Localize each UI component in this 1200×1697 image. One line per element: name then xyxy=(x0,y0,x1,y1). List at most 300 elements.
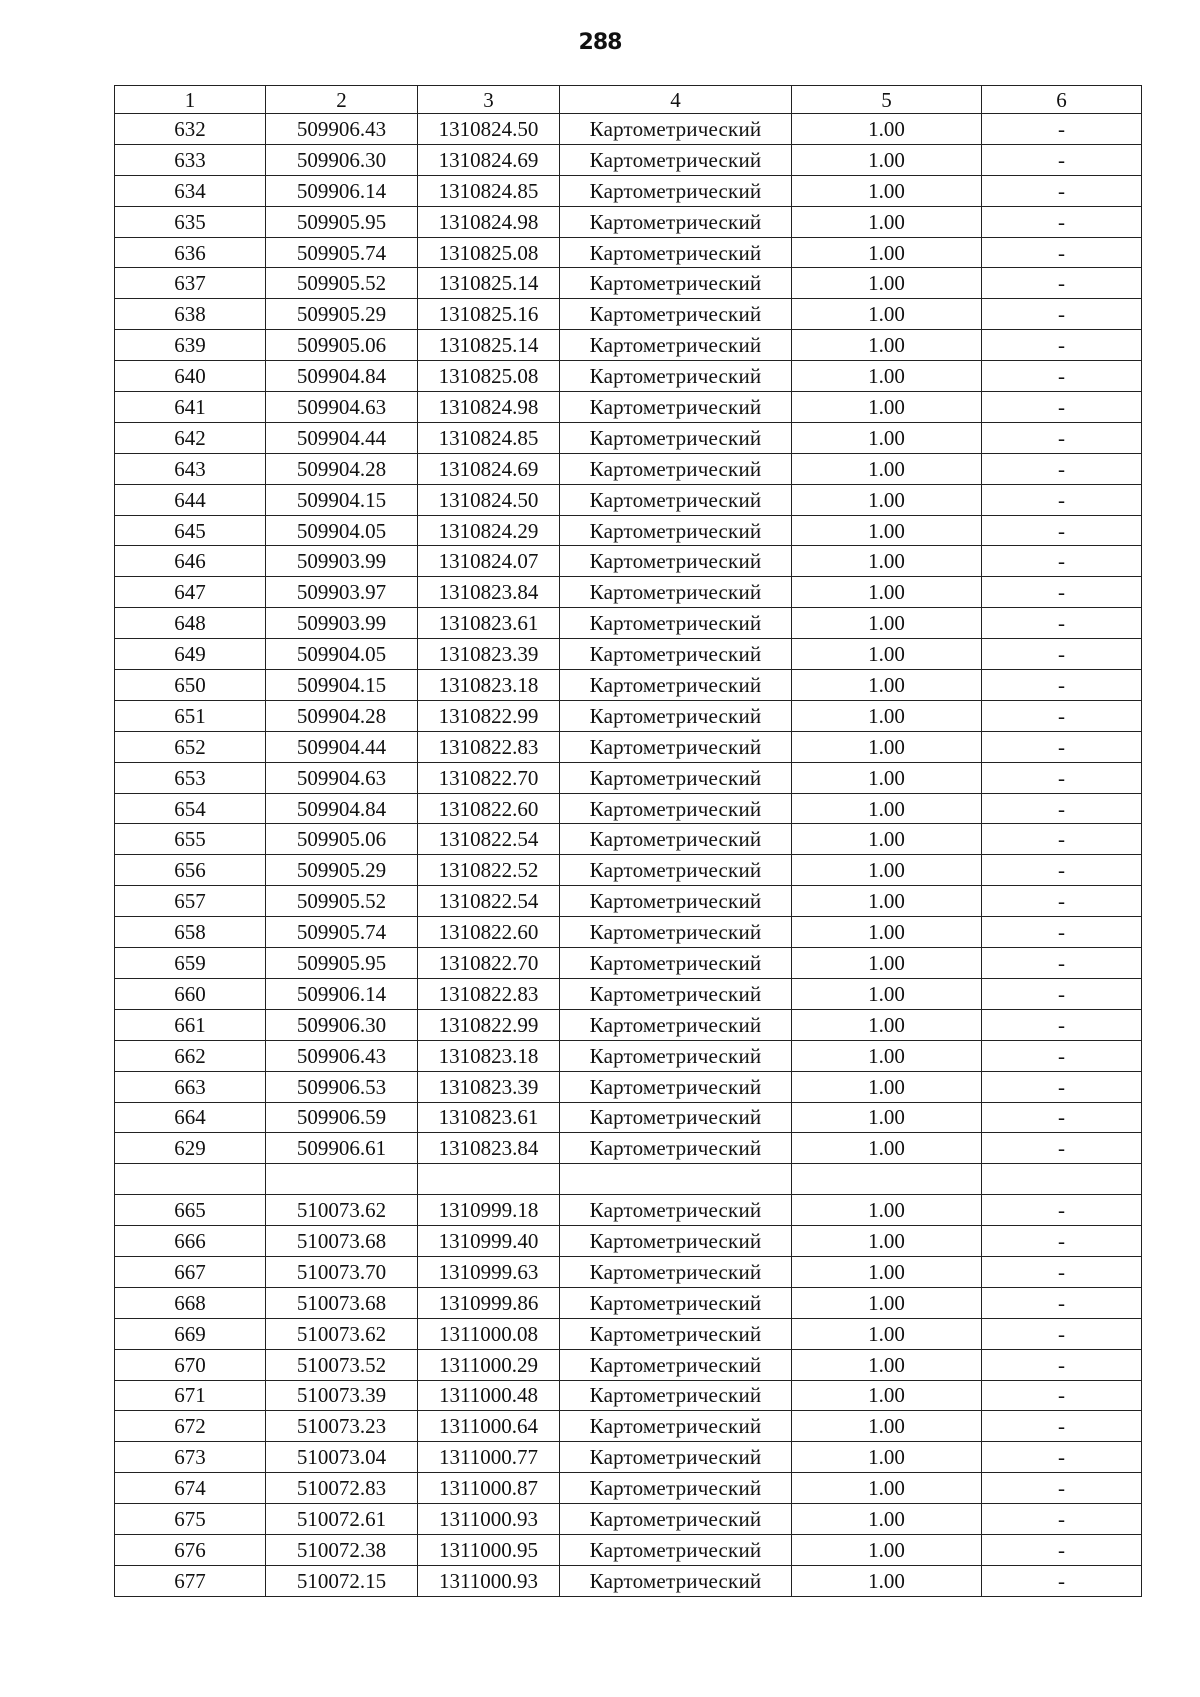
accuracy-cell: 1.00 xyxy=(792,948,982,979)
point-number-cell: 663 xyxy=(115,1071,266,1102)
method-cell: Картометрический xyxy=(560,206,792,237)
point-number-cell: 640 xyxy=(115,361,266,392)
point-number-cell: 654 xyxy=(115,793,266,824)
y-coordinate-cell: 1310824.85 xyxy=(418,422,560,453)
y-coordinate-cell: 1311000.29 xyxy=(418,1349,560,1380)
description-cell: - xyxy=(982,1411,1142,1442)
y-coordinate-cell: 1311000.77 xyxy=(418,1442,560,1473)
x-coordinate-cell: 509904.28 xyxy=(266,700,418,731)
x-coordinate-cell: 509905.52 xyxy=(266,886,418,917)
x-coordinate-cell: 510073.23 xyxy=(266,1411,418,1442)
header-cell-2: 2 xyxy=(266,86,418,114)
table-row xyxy=(115,670,1142,701)
y-coordinate-cell: 1311000.93 xyxy=(418,1504,560,1535)
accuracy-cell: 1.00 xyxy=(792,670,982,701)
accuracy-cell: 1.00 xyxy=(792,639,982,670)
accuracy-cell: 1.00 xyxy=(792,1256,982,1287)
y-coordinate-cell: 1310824.50 xyxy=(418,484,560,515)
point-number-cell: 666 xyxy=(115,1226,266,1257)
empty-cell xyxy=(982,1164,1142,1195)
y-coordinate-cell: 1311000.93 xyxy=(418,1565,560,1596)
table-row xyxy=(115,855,1142,886)
description-cell: - xyxy=(982,392,1142,423)
point-number-cell: 644 xyxy=(115,484,266,515)
table-row xyxy=(115,453,1142,484)
accuracy-cell: 1.00 xyxy=(792,206,982,237)
accuracy-cell: 1.00 xyxy=(792,731,982,762)
method-cell: Картометрический xyxy=(560,422,792,453)
table-row xyxy=(115,700,1142,731)
accuracy-cell: 1.00 xyxy=(792,762,982,793)
accuracy-cell: 1.00 xyxy=(792,1009,982,1040)
y-coordinate-cell: 1310822.83 xyxy=(418,978,560,1009)
point-number-cell: 652 xyxy=(115,731,266,762)
description-cell: - xyxy=(982,1071,1142,1102)
description-cell: - xyxy=(982,793,1142,824)
accuracy-cell: 1.00 xyxy=(792,886,982,917)
method-cell: Картометрический xyxy=(560,453,792,484)
y-coordinate-cell: 1310824.50 xyxy=(418,114,560,145)
x-coordinate-cell: 509906.14 xyxy=(266,978,418,1009)
table-row xyxy=(115,1009,1142,1040)
table-row xyxy=(115,237,1142,268)
table-row xyxy=(115,1349,1142,1380)
table-row xyxy=(115,917,1142,948)
description-cell: - xyxy=(982,330,1142,361)
x-coordinate-cell: 509906.30 xyxy=(266,1009,418,1040)
x-coordinate-cell: 509904.44 xyxy=(266,731,418,762)
y-coordinate-cell: 1310823.61 xyxy=(418,1102,560,1133)
point-number-cell: 639 xyxy=(115,330,266,361)
table-row xyxy=(115,948,1142,979)
point-number-cell: 673 xyxy=(115,1442,266,1473)
method-cell: Картометрический xyxy=(560,1226,792,1257)
method-cell: Картометрический xyxy=(560,237,792,268)
point-number-cell: 676 xyxy=(115,1534,266,1565)
accuracy-cell: 1.00 xyxy=(792,917,982,948)
method-cell: Картометрический xyxy=(560,1349,792,1380)
method-cell: Картометрический xyxy=(560,1102,792,1133)
y-coordinate-cell: 1310823.18 xyxy=(418,670,560,701)
y-coordinate-cell: 1310823.84 xyxy=(418,577,560,608)
method-cell: Картометрический xyxy=(560,268,792,299)
x-coordinate-cell: 510073.52 xyxy=(266,1349,418,1380)
x-coordinate-cell: 509906.43 xyxy=(266,114,418,145)
point-number-cell: 635 xyxy=(115,206,266,237)
header-cell-5: 5 xyxy=(792,86,982,114)
accuracy-cell: 1.00 xyxy=(792,1565,982,1596)
description-cell: - xyxy=(982,114,1142,145)
method-cell: Картометрический xyxy=(560,330,792,361)
y-coordinate-cell: 1310822.99 xyxy=(418,1009,560,1040)
description-cell: - xyxy=(982,1504,1142,1535)
point-number-cell: 638 xyxy=(115,299,266,330)
point-number-cell: 664 xyxy=(115,1102,266,1133)
description-cell: - xyxy=(982,1534,1142,1565)
separator-row xyxy=(115,1164,1142,1195)
y-coordinate-cell: 1310822.99 xyxy=(418,700,560,731)
x-coordinate-cell: 509905.06 xyxy=(266,330,418,361)
method-cell: Картометрический xyxy=(560,1133,792,1164)
x-coordinate-cell: 509904.15 xyxy=(266,484,418,515)
table-row xyxy=(115,731,1142,762)
table-row xyxy=(115,1380,1142,1411)
point-number-cell: 669 xyxy=(115,1318,266,1349)
method-cell: Картометрический xyxy=(560,700,792,731)
point-number-cell: 641 xyxy=(115,392,266,423)
description-cell: - xyxy=(982,1226,1142,1257)
coordinates-table xyxy=(114,85,1142,1597)
accuracy-cell: 1.00 xyxy=(792,268,982,299)
table-row xyxy=(115,484,1142,515)
description-cell: - xyxy=(982,1318,1142,1349)
x-coordinate-cell: 510072.38 xyxy=(266,1534,418,1565)
method-cell: Картометрический xyxy=(560,978,792,1009)
point-number-cell: 675 xyxy=(115,1504,266,1535)
method-cell: Картометрический xyxy=(560,1287,792,1318)
table-row xyxy=(115,1473,1142,1504)
empty-cell xyxy=(792,1164,982,1195)
accuracy-cell: 1.00 xyxy=(792,453,982,484)
accuracy-cell: 1.00 xyxy=(792,1318,982,1349)
method-cell: Картометрический xyxy=(560,577,792,608)
accuracy-cell: 1.00 xyxy=(792,175,982,206)
point-number-cell: 657 xyxy=(115,886,266,917)
y-coordinate-cell: 1310824.07 xyxy=(418,546,560,577)
y-coordinate-cell: 1310822.83 xyxy=(418,731,560,762)
method-cell: Картометрический xyxy=(560,1318,792,1349)
description-cell: - xyxy=(982,1380,1142,1411)
accuracy-cell: 1.00 xyxy=(792,978,982,1009)
description-cell: - xyxy=(982,484,1142,515)
point-number-cell: 645 xyxy=(115,515,266,546)
table-row xyxy=(115,546,1142,577)
table-row xyxy=(115,1226,1142,1257)
point-number-cell: 647 xyxy=(115,577,266,608)
x-coordinate-cell: 509904.05 xyxy=(266,515,418,546)
accuracy-cell: 1.00 xyxy=(792,1287,982,1318)
point-number-cell: 642 xyxy=(115,422,266,453)
empty-cell xyxy=(115,1164,266,1195)
x-coordinate-cell: 509904.44 xyxy=(266,422,418,453)
accuracy-cell: 1.00 xyxy=(792,1380,982,1411)
table-row xyxy=(115,978,1142,1009)
x-coordinate-cell: 510072.15 xyxy=(266,1565,418,1596)
x-coordinate-cell: 509906.61 xyxy=(266,1133,418,1164)
x-coordinate-cell: 510073.39 xyxy=(266,1380,418,1411)
description-cell: - xyxy=(982,1349,1142,1380)
method-cell: Картометрический xyxy=(560,1534,792,1565)
y-coordinate-cell: 1310822.54 xyxy=(418,824,560,855)
description-cell: - xyxy=(982,237,1142,268)
method-cell: Картометрический xyxy=(560,855,792,886)
empty-cell xyxy=(418,1164,560,1195)
point-number-cell: 674 xyxy=(115,1473,266,1504)
x-coordinate-cell: 509905.29 xyxy=(266,855,418,886)
accuracy-cell: 1.00 xyxy=(792,1473,982,1504)
point-number-cell: 659 xyxy=(115,948,266,979)
description-cell: - xyxy=(982,299,1142,330)
accuracy-cell: 1.00 xyxy=(792,824,982,855)
x-coordinate-cell: 509906.14 xyxy=(266,175,418,206)
accuracy-cell: 1.00 xyxy=(792,1534,982,1565)
table-row xyxy=(115,577,1142,608)
method-cell: Картометрический xyxy=(560,1071,792,1102)
method-cell: Картометрический xyxy=(560,1009,792,1040)
point-number-cell: 660 xyxy=(115,978,266,1009)
table-body xyxy=(115,114,1142,1597)
x-coordinate-cell: 510073.68 xyxy=(266,1287,418,1318)
accuracy-cell: 1.00 xyxy=(792,1504,982,1535)
y-coordinate-cell: 1310822.70 xyxy=(418,762,560,793)
y-coordinate-cell: 1310825.14 xyxy=(418,330,560,361)
table-row xyxy=(115,392,1142,423)
accuracy-cell: 1.00 xyxy=(792,1195,982,1226)
x-coordinate-cell: 509906.59 xyxy=(266,1102,418,1133)
accuracy-cell: 1.00 xyxy=(792,422,982,453)
point-number-cell: 649 xyxy=(115,639,266,670)
y-coordinate-cell: 1310999.40 xyxy=(418,1226,560,1257)
table-row xyxy=(115,1442,1142,1473)
y-coordinate-cell: 1310822.52 xyxy=(418,855,560,886)
method-cell: Картометрический xyxy=(560,1504,792,1535)
method-cell: Картометрический xyxy=(560,731,792,762)
x-coordinate-cell: 509905.29 xyxy=(266,299,418,330)
method-cell: Картометрический xyxy=(560,1473,792,1504)
point-number-cell: 670 xyxy=(115,1349,266,1380)
point-number-cell: 668 xyxy=(115,1287,266,1318)
method-cell: Картометрический xyxy=(560,515,792,546)
table-row xyxy=(115,1102,1142,1133)
y-coordinate-cell: 1311000.87 xyxy=(418,1473,560,1504)
point-number-cell: 636 xyxy=(115,237,266,268)
y-coordinate-cell: 1310822.60 xyxy=(418,793,560,824)
accuracy-cell: 1.00 xyxy=(792,484,982,515)
y-coordinate-cell: 1310822.60 xyxy=(418,917,560,948)
accuracy-cell: 1.00 xyxy=(792,1226,982,1257)
point-number-cell: 637 xyxy=(115,268,266,299)
point-number-cell: 658 xyxy=(115,917,266,948)
method-cell: Картометрический xyxy=(560,1411,792,1442)
header-cell-3: 3 xyxy=(418,86,560,114)
table-row xyxy=(115,1040,1142,1071)
method-cell: Картометрический xyxy=(560,1040,792,1071)
point-number-cell: 648 xyxy=(115,608,266,639)
accuracy-cell: 1.00 xyxy=(792,546,982,577)
description-cell: - xyxy=(982,608,1142,639)
y-coordinate-cell: 1310824.85 xyxy=(418,175,560,206)
y-coordinate-cell: 1311000.64 xyxy=(418,1411,560,1442)
x-coordinate-cell: 509905.74 xyxy=(266,917,418,948)
table-row xyxy=(115,268,1142,299)
y-coordinate-cell: 1310823.84 xyxy=(418,1133,560,1164)
accuracy-cell: 1.00 xyxy=(792,1411,982,1442)
empty-cell xyxy=(266,1164,418,1195)
y-coordinate-cell: 1310823.61 xyxy=(418,608,560,639)
y-coordinate-cell: 1310823.39 xyxy=(418,639,560,670)
description-cell: - xyxy=(982,948,1142,979)
description-cell: - xyxy=(982,762,1142,793)
y-coordinate-cell: 1310823.39 xyxy=(418,1071,560,1102)
y-coordinate-cell: 1310999.86 xyxy=(418,1287,560,1318)
y-coordinate-cell: 1310999.63 xyxy=(418,1256,560,1287)
y-coordinate-cell: 1310824.98 xyxy=(418,392,560,423)
table-row xyxy=(115,1256,1142,1287)
x-coordinate-cell: 509904.84 xyxy=(266,793,418,824)
x-coordinate-cell: 509903.99 xyxy=(266,546,418,577)
header-cell-1: 1 xyxy=(115,86,266,114)
method-cell: Картометрический xyxy=(560,392,792,423)
method-cell: Картометрический xyxy=(560,1565,792,1596)
point-number-cell: 672 xyxy=(115,1411,266,1442)
description-cell: - xyxy=(982,886,1142,917)
description-cell: - xyxy=(982,700,1142,731)
method-cell: Картометрический xyxy=(560,1256,792,1287)
method-cell: Картометрический xyxy=(560,608,792,639)
description-cell: - xyxy=(982,731,1142,762)
point-number-cell: 671 xyxy=(115,1380,266,1411)
table-row xyxy=(115,1133,1142,1164)
point-number-cell: 677 xyxy=(115,1565,266,1596)
description-cell: - xyxy=(982,361,1142,392)
table-row xyxy=(115,762,1142,793)
description-cell: - xyxy=(982,1473,1142,1504)
table-row xyxy=(115,886,1142,917)
method-cell: Картометрический xyxy=(560,1442,792,1473)
description-cell: - xyxy=(982,855,1142,886)
method-cell: Картометрический xyxy=(560,639,792,670)
table-row xyxy=(115,175,1142,206)
x-coordinate-cell: 510073.62 xyxy=(266,1318,418,1349)
method-cell: Картометрический xyxy=(560,824,792,855)
method-cell: Картометрический xyxy=(560,546,792,577)
header-cell-6: 6 xyxy=(982,86,1142,114)
description-cell: - xyxy=(982,1009,1142,1040)
table-row xyxy=(115,793,1142,824)
header-cell-4: 4 xyxy=(560,86,792,114)
accuracy-cell: 1.00 xyxy=(792,577,982,608)
description-cell: - xyxy=(982,824,1142,855)
description-cell: - xyxy=(982,453,1142,484)
y-coordinate-cell: 1311000.95 xyxy=(418,1534,560,1565)
table-row xyxy=(115,1318,1142,1349)
method-cell: Картометрический xyxy=(560,793,792,824)
x-coordinate-cell: 510072.83 xyxy=(266,1473,418,1504)
method-cell: Картометрический xyxy=(560,144,792,175)
x-coordinate-cell: 509903.97 xyxy=(266,577,418,608)
point-number-cell: 650 xyxy=(115,670,266,701)
accuracy-cell: 1.00 xyxy=(792,114,982,145)
accuracy-cell: 1.00 xyxy=(792,144,982,175)
description-cell: - xyxy=(982,175,1142,206)
y-coordinate-cell: 1310824.29 xyxy=(418,515,560,546)
accuracy-cell: 1.00 xyxy=(792,237,982,268)
description-cell: - xyxy=(982,577,1142,608)
description-cell: - xyxy=(982,144,1142,175)
table-row xyxy=(115,144,1142,175)
table-row xyxy=(115,422,1142,453)
accuracy-cell: 1.00 xyxy=(792,700,982,731)
method-cell: Картометрический xyxy=(560,175,792,206)
x-coordinate-cell: 510072.61 xyxy=(266,1504,418,1535)
point-number-cell: 643 xyxy=(115,453,266,484)
accuracy-cell: 1.00 xyxy=(792,793,982,824)
description-cell: - xyxy=(982,268,1142,299)
method-cell: Картометрический xyxy=(560,1195,792,1226)
description-cell: - xyxy=(982,639,1142,670)
x-coordinate-cell: 509905.52 xyxy=(266,268,418,299)
point-number-cell: 653 xyxy=(115,762,266,793)
y-coordinate-cell: 1310825.14 xyxy=(418,268,560,299)
accuracy-cell: 1.00 xyxy=(792,608,982,639)
table-row xyxy=(115,1071,1142,1102)
accuracy-cell: 1.00 xyxy=(792,1102,982,1133)
page-number: 288 xyxy=(578,30,622,55)
point-number-cell: 646 xyxy=(115,546,266,577)
point-number-cell: 662 xyxy=(115,1040,266,1071)
x-coordinate-cell: 509904.15 xyxy=(266,670,418,701)
y-coordinate-cell: 1310822.70 xyxy=(418,948,560,979)
table-row xyxy=(115,1504,1142,1535)
x-coordinate-cell: 510073.04 xyxy=(266,1442,418,1473)
x-coordinate-cell: 509904.28 xyxy=(266,453,418,484)
table-row xyxy=(115,608,1142,639)
table-row xyxy=(115,1534,1142,1565)
point-number-cell: 629 xyxy=(115,1133,266,1164)
accuracy-cell: 1.00 xyxy=(792,1349,982,1380)
method-cell: Картометрический xyxy=(560,917,792,948)
y-coordinate-cell: 1311000.48 xyxy=(418,1380,560,1411)
x-coordinate-cell: 509903.99 xyxy=(266,608,418,639)
description-cell: - xyxy=(982,546,1142,577)
x-coordinate-cell: 510073.70 xyxy=(266,1256,418,1287)
x-coordinate-cell: 509904.05 xyxy=(266,639,418,670)
description-cell: - xyxy=(982,1040,1142,1071)
x-coordinate-cell: 509904.63 xyxy=(266,762,418,793)
description-cell: - xyxy=(982,1442,1142,1473)
x-coordinate-cell: 509906.43 xyxy=(266,1040,418,1071)
table-row xyxy=(115,361,1142,392)
table-row xyxy=(115,299,1142,330)
accuracy-cell: 1.00 xyxy=(792,392,982,423)
description-cell: - xyxy=(982,1287,1142,1318)
point-number-cell: 665 xyxy=(115,1195,266,1226)
x-coordinate-cell: 510073.62 xyxy=(266,1195,418,1226)
y-coordinate-cell: 1310825.16 xyxy=(418,299,560,330)
point-number-cell: 667 xyxy=(115,1256,266,1287)
y-coordinate-cell: 1310822.54 xyxy=(418,886,560,917)
description-cell: - xyxy=(982,1565,1142,1596)
y-coordinate-cell: 1310823.18 xyxy=(418,1040,560,1071)
x-coordinate-cell: 509904.63 xyxy=(266,392,418,423)
table-row xyxy=(115,1565,1142,1596)
accuracy-cell: 1.00 xyxy=(792,1040,982,1071)
x-coordinate-cell: 509905.95 xyxy=(266,948,418,979)
method-cell: Картометрический xyxy=(560,948,792,979)
method-cell: Картометрический xyxy=(560,484,792,515)
x-coordinate-cell: 509905.74 xyxy=(266,237,418,268)
point-number-cell: 634 xyxy=(115,175,266,206)
y-coordinate-cell: 1310824.69 xyxy=(418,144,560,175)
y-coordinate-cell: 1310824.98 xyxy=(418,206,560,237)
method-cell: Картометрический xyxy=(560,886,792,917)
description-cell: - xyxy=(982,670,1142,701)
point-number-cell: 656 xyxy=(115,855,266,886)
y-coordinate-cell: 1310825.08 xyxy=(418,361,560,392)
method-cell: Картометрический xyxy=(560,1380,792,1411)
description-cell: - xyxy=(982,206,1142,237)
description-cell: - xyxy=(982,515,1142,546)
